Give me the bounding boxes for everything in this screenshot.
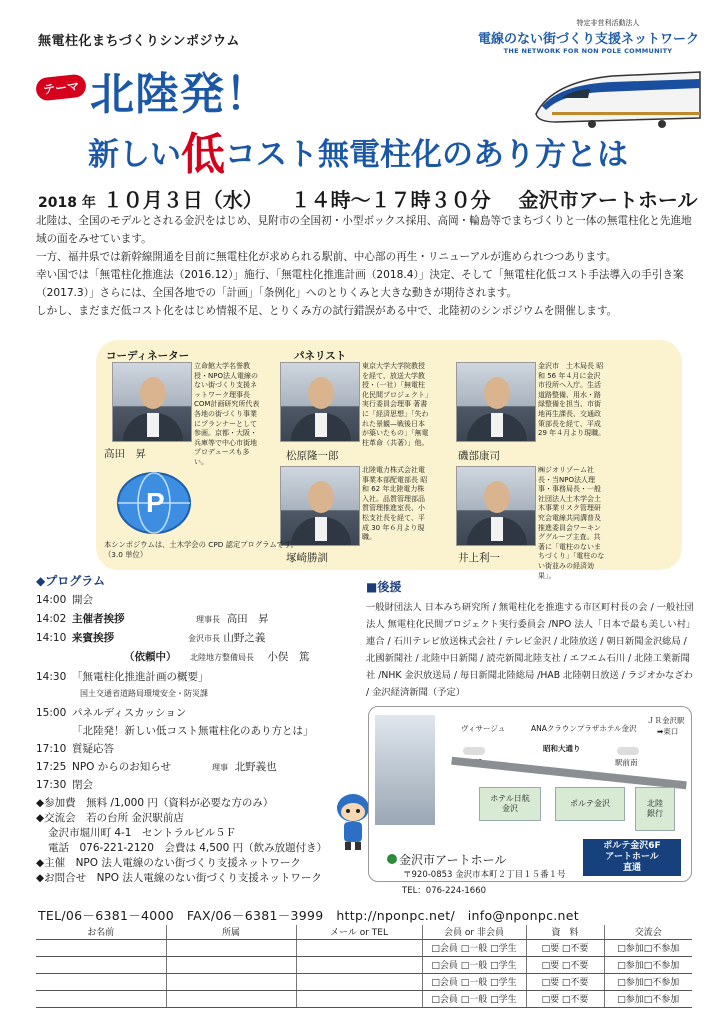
form-name-cell[interactable]: [36, 956, 166, 973]
program-time: 14:00: [36, 594, 67, 606]
form-materials-options[interactable]: □要 □不要: [526, 973, 604, 990]
speaker-photo: [456, 362, 536, 442]
subtitle: [88, 118, 628, 182]
program-role: 金沢市長: [188, 634, 220, 643]
organizer-info: ◆主催 NPO 法人電線のない街づくり支援ネットワーク: [36, 857, 301, 869]
supporters-section: [366, 578, 696, 701]
form-party-options[interactable]: □参加□不参加: [604, 939, 692, 956]
subtitle-part-a: 新しい: [88, 137, 181, 173]
form-header-contact: メール or TEL: [296, 925, 422, 939]
venue-map: [368, 706, 692, 882]
speaker-name: 磯部康司: [458, 450, 500, 462]
form-party-options[interactable]: □参加□不参加: [604, 973, 692, 990]
program-row: [36, 777, 93, 792]
speaker-bio: ㈱ジオリゾーム社長・当NPO法人理事・事務局長・一般社団法人土木学会土木事業リスク管理研究会電線共同溝普及推進委員会ワーキンググループ主査。共著に「電柱のないまちづくり」「電柱のない街並みの経済効果」。: [538, 466, 605, 580]
form-header-row: [36, 925, 692, 939]
form-party-options[interactable]: □参加□不参加: [604, 956, 692, 973]
party-address: 金沢市堀川町 4-1 セントラルビル５Ｆ: [48, 827, 237, 839]
form-row: [36, 973, 692, 990]
form-membership-options[interactable]: □会員 □一般 □学生: [422, 956, 526, 973]
program-row: [36, 759, 277, 774]
program-title: 開会: [72, 594, 93, 606]
form-affiliation-cell[interactable]: [166, 990, 296, 1007]
venue-building-photo: [375, 715, 435, 825]
intro-text: [36, 212, 696, 320]
map-label-jr: ＪＲ金沢駅: [647, 716, 685, 725]
registration-form: [36, 925, 692, 1008]
form-membership-options[interactable]: □会員 □一般 □学生: [422, 939, 526, 956]
org-english: THE NETWORK FOR NON POLE COMMUNITY: [503, 47, 673, 55]
event-time: １４時〜１７時３０分: [290, 188, 491, 212]
program-person: 高田 昇: [226, 613, 269, 625]
speaker-name: 塚崎勝訓: [286, 552, 328, 564]
map-label-ekimae: 駅前南: [615, 758, 638, 767]
intro-paragraph: 北陸は、全国のモデルとされる金沢をはじめ、見附市の全国初・小型ボックス採用、高岡・輪島等でまちづくりと一体の無電柱化と先進地域の面をみせています。: [36, 215, 692, 245]
contact-line: TEL/06－6381－4000 FAX/06－6381－3999 http://nponpc.net/ info@nponpc.net: [38, 908, 579, 923]
intro-paragraph: 一方、福井県では新幹線開通を目前に無電柱化が求められる駅前、中心部の再生・リニューアルが進められつつあります。: [36, 251, 617, 263]
form-materials-options[interactable]: □要 □不要: [526, 956, 604, 973]
program-list: [36, 590, 356, 790]
program-time: 17:30: [36, 779, 67, 791]
venue-name: [387, 851, 506, 868]
cpd-note: [104, 540, 298, 560]
form-header-affiliation: 所属: [166, 925, 296, 939]
theme-badge: テーマ: [35, 73, 87, 101]
map-label-east-exit: ➡東口: [657, 727, 679, 736]
program-role: 理事: [212, 763, 228, 772]
program-row: [36, 611, 269, 626]
program-title: 国土交通省道路局環境安全・防災課: [80, 689, 208, 698]
fee-info: ◆参加費 無料 /1,000 円（資料が必要な方のみ）: [36, 797, 274, 809]
intro-paragraph: しかし、まだまだ低コスト化をはじめ情報不足、とりくみ方の試行錯誤がある中で、北陸初のシンポジウムを開催します。: [36, 305, 618, 317]
form-membership-options[interactable]: □会員 □一般 □学生: [422, 990, 526, 1007]
map-block-porte: ポルテ金沢: [555, 787, 625, 821]
event-date: １０月３日（水）: [102, 188, 263, 212]
speaker-name: 松原隆一郎: [286, 450, 339, 462]
program-row: [36, 592, 93, 607]
coordinator-label: コーディネーター: [106, 350, 190, 362]
panelist-label: パネリスト: [294, 350, 347, 362]
org-logo: [478, 18, 698, 55]
speaker-bio: 東京大学大学院教授を経て、放送大学教授・（一社）「無電柱化民間プロジェクト」実行委員会理事 著書に「経済思想」「失われた景観—戦後日本が築いたもの」「無電柱革命（共著）」他。: [362, 362, 429, 447]
program-time: 17:10: [36, 743, 67, 755]
supporters-list: 一般財団法人 日本みち研究所 / 無電柱化を推進する市区町村長の会 / 一般社団法人 無電柱化民間プロジェクト実行委員会 /NPO 法人「日本で最も美しい村」連合 / 石川テレビ放送株式会社 / テレビ金沢 / 北陸放送 / 朝日新聞金沢総局 / 北國新聞社 / 北陸中日新聞 / 読売新聞北陸支社 / エフエム石川 / 北陸工業新聞社 /NHK 金沢放送局 / 毎日新聞北陸総局 /HAB 北陸朝日放送 / ラジオかなざわ / 金沢経済新聞（予定）: [366, 602, 696, 698]
form-affiliation-cell[interactable]: [166, 939, 296, 956]
program-row: [36, 705, 186, 720]
form-contact-cell[interactable]: [296, 939, 422, 956]
form-contact-cell[interactable]: [296, 990, 422, 1007]
cpd-globe-icon: [114, 470, 194, 536]
form-name-cell[interactable]: [36, 939, 166, 956]
program-person: 山野之義: [223, 632, 266, 644]
speaker-photo: [456, 466, 536, 546]
map-road: [451, 757, 687, 790]
program-title: パネルディスカッション: [72, 707, 187, 719]
program-title: 「無電柱化推進計画の概要」: [72, 671, 209, 683]
cpd-note-units: （3.0 単位）: [104, 550, 148, 559]
program-row: [36, 669, 209, 684]
event-venue: 金沢市アートホール: [518, 188, 698, 212]
subtitle-emphasis: 低: [181, 129, 225, 180]
form-membership-options[interactable]: □会員 □一般 □学生: [422, 973, 526, 990]
party-info: ◆交流会 若の台所 金沢駅前店: [36, 812, 184, 824]
program-person: 北野義也: [234, 761, 277, 773]
map-diagram: [451, 713, 687, 873]
speaker-photo: [112, 362, 192, 442]
form-materials-options[interactable]: □要 □不要: [526, 939, 604, 956]
form-materials-options[interactable]: □要 □不要: [526, 990, 604, 1007]
program-time: 15:00: [36, 707, 67, 719]
cpd-note-line: 本シンポジウムは、土木学会の CPD 認定プログラムです。: [104, 540, 298, 549]
program-title: 質疑応答: [72, 743, 114, 755]
form-affiliation-cell[interactable]: [166, 956, 296, 973]
program-heading: ◆プログラム: [36, 574, 106, 588]
supporters-heading: ■後援: [366, 580, 402, 594]
event-dateline: [38, 184, 698, 213]
form-header-materials: 資 料: [526, 925, 604, 939]
form-name-cell[interactable]: [36, 973, 166, 990]
traffic-light-icon: [463, 747, 485, 755]
speaker-bio: 立命館大学名誉教授・NPO法人電線のない街づくり支援ネットワーク理事長 COM計画研究所代表 各地の街づくり事業にプランナーとして参画。京都・大阪・兵庫等で中心市街地プロデュースも多い。: [194, 362, 260, 466]
form-header-name: お名前: [36, 925, 166, 939]
program-row: [124, 649, 309, 664]
map-label-ana: ANAクラウンプラザホテル金沢: [531, 724, 637, 733]
program-role: 北陸地方整備局長: [190, 653, 254, 662]
speaker-name: 高田 昇: [104, 448, 146, 460]
form-affiliation-cell[interactable]: [166, 973, 296, 990]
inquiry-info: ◆お問合せ NPO 法人電線のない街づくり支援ネットワーク: [36, 872, 322, 884]
program-row: [72, 723, 314, 738]
map-destination: ポルテ金沢6F アートホール 直通: [583, 839, 681, 876]
program-title: 閉会: [72, 779, 93, 791]
venue-tel: TEL：076-224-1660: [402, 886, 487, 896]
speaker-bio: 金沢市 土木局長 昭和 56 年４月に金沢市役所へ入庁。生活道路整備、用水・路緑整備を担当、市街地再生課長、交通政策部長を経て、平成 29 年４月より現職。: [538, 362, 606, 438]
form-contact-cell[interactable]: [296, 956, 422, 973]
form-name-cell[interactable]: [36, 990, 166, 1007]
map-label-showa: 昭和大通り: [543, 744, 581, 753]
program-person: 小俣 篤: [267, 651, 310, 663]
event-info: [36, 796, 327, 886]
program-title: 来賓挨拶: [72, 632, 114, 644]
program-row: [36, 741, 114, 756]
party-phone: 電話 076-221-2120 会費は 4,500 円（飲み放題付き）: [48, 842, 328, 854]
program-time: 14:30: [36, 671, 67, 683]
speaker-photo: [280, 362, 360, 442]
form-row: [36, 939, 692, 956]
form-header-party: 交流会: [604, 925, 692, 939]
org-logo-text: 電線のない街づくり支援ネットワーク: [478, 32, 700, 47]
program-title: 主催者挨拶: [72, 613, 125, 625]
map-block-nikko: ホテル日航 金沢: [479, 787, 541, 821]
event-year: 2018 年: [38, 195, 96, 211]
speaker-bio: 北陸電力株式会社電事業本部配電部長 昭和 62 年北陸電力株入社。品質管理部品質管理推進室長、小松支社長を経て、平成 30 年６月より現職。: [362, 466, 428, 542]
form-row: [36, 990, 692, 1007]
form-header-membership: 会員 or 非会員: [422, 925, 526, 939]
map-block-bank: 北陸 銀行: [635, 787, 675, 831]
form-party-options[interactable]: □参加□不参加: [604, 990, 692, 1007]
intro-paragraph: 幸い国では「無電柱化推進法（2016.12）」施行、「無電柱化推進計画（2018.4）」決定、そして「無電柱化低コスト手法導入の手引き案（2017.3）」さらには、全国各地での「計画」「条例化」へのとりくみと大きな動きが期待されます。: [36, 269, 684, 299]
program-title: （依頼中）: [124, 651, 177, 663]
svg-text:P: P: [146, 487, 165, 518]
program-title: NPO からのお知らせ: [72, 761, 171, 773]
program-time: 17:25: [36, 761, 67, 773]
venue-name-text: 金沢市アートホール: [399, 853, 507, 867]
program-time: 14:10: [36, 632, 67, 644]
program-title: 「北陸発！新しい低コスト無電柱化のあり方とは」: [72, 725, 314, 737]
traffic-light-icon: [617, 747, 639, 755]
org-type: 特定非営利活動法人: [576, 19, 640, 27]
event-label: 無電柱化まちづくりシンポジウム: [38, 34, 240, 49]
venue-address: 〒920-0853 金沢市本町２丁目１５番１号: [403, 870, 566, 880]
form-contact-cell[interactable]: [296, 973, 422, 990]
speaker-photo: [280, 466, 360, 546]
main-title: 北陸発！: [90, 69, 270, 120]
program-row: [36, 630, 265, 645]
venue-marker-icon: [387, 854, 397, 864]
map-label-visage: ヴィサージュ: [461, 724, 506, 733]
speaker-name: 井上利一: [458, 552, 500, 564]
program-time: 14:02: [36, 613, 67, 625]
subtitle-part-b: コスト無電柱化のあり方とは: [225, 137, 628, 173]
form-row: [36, 956, 692, 973]
program-role: 理事長: [196, 615, 220, 624]
program-row: [80, 688, 208, 699]
